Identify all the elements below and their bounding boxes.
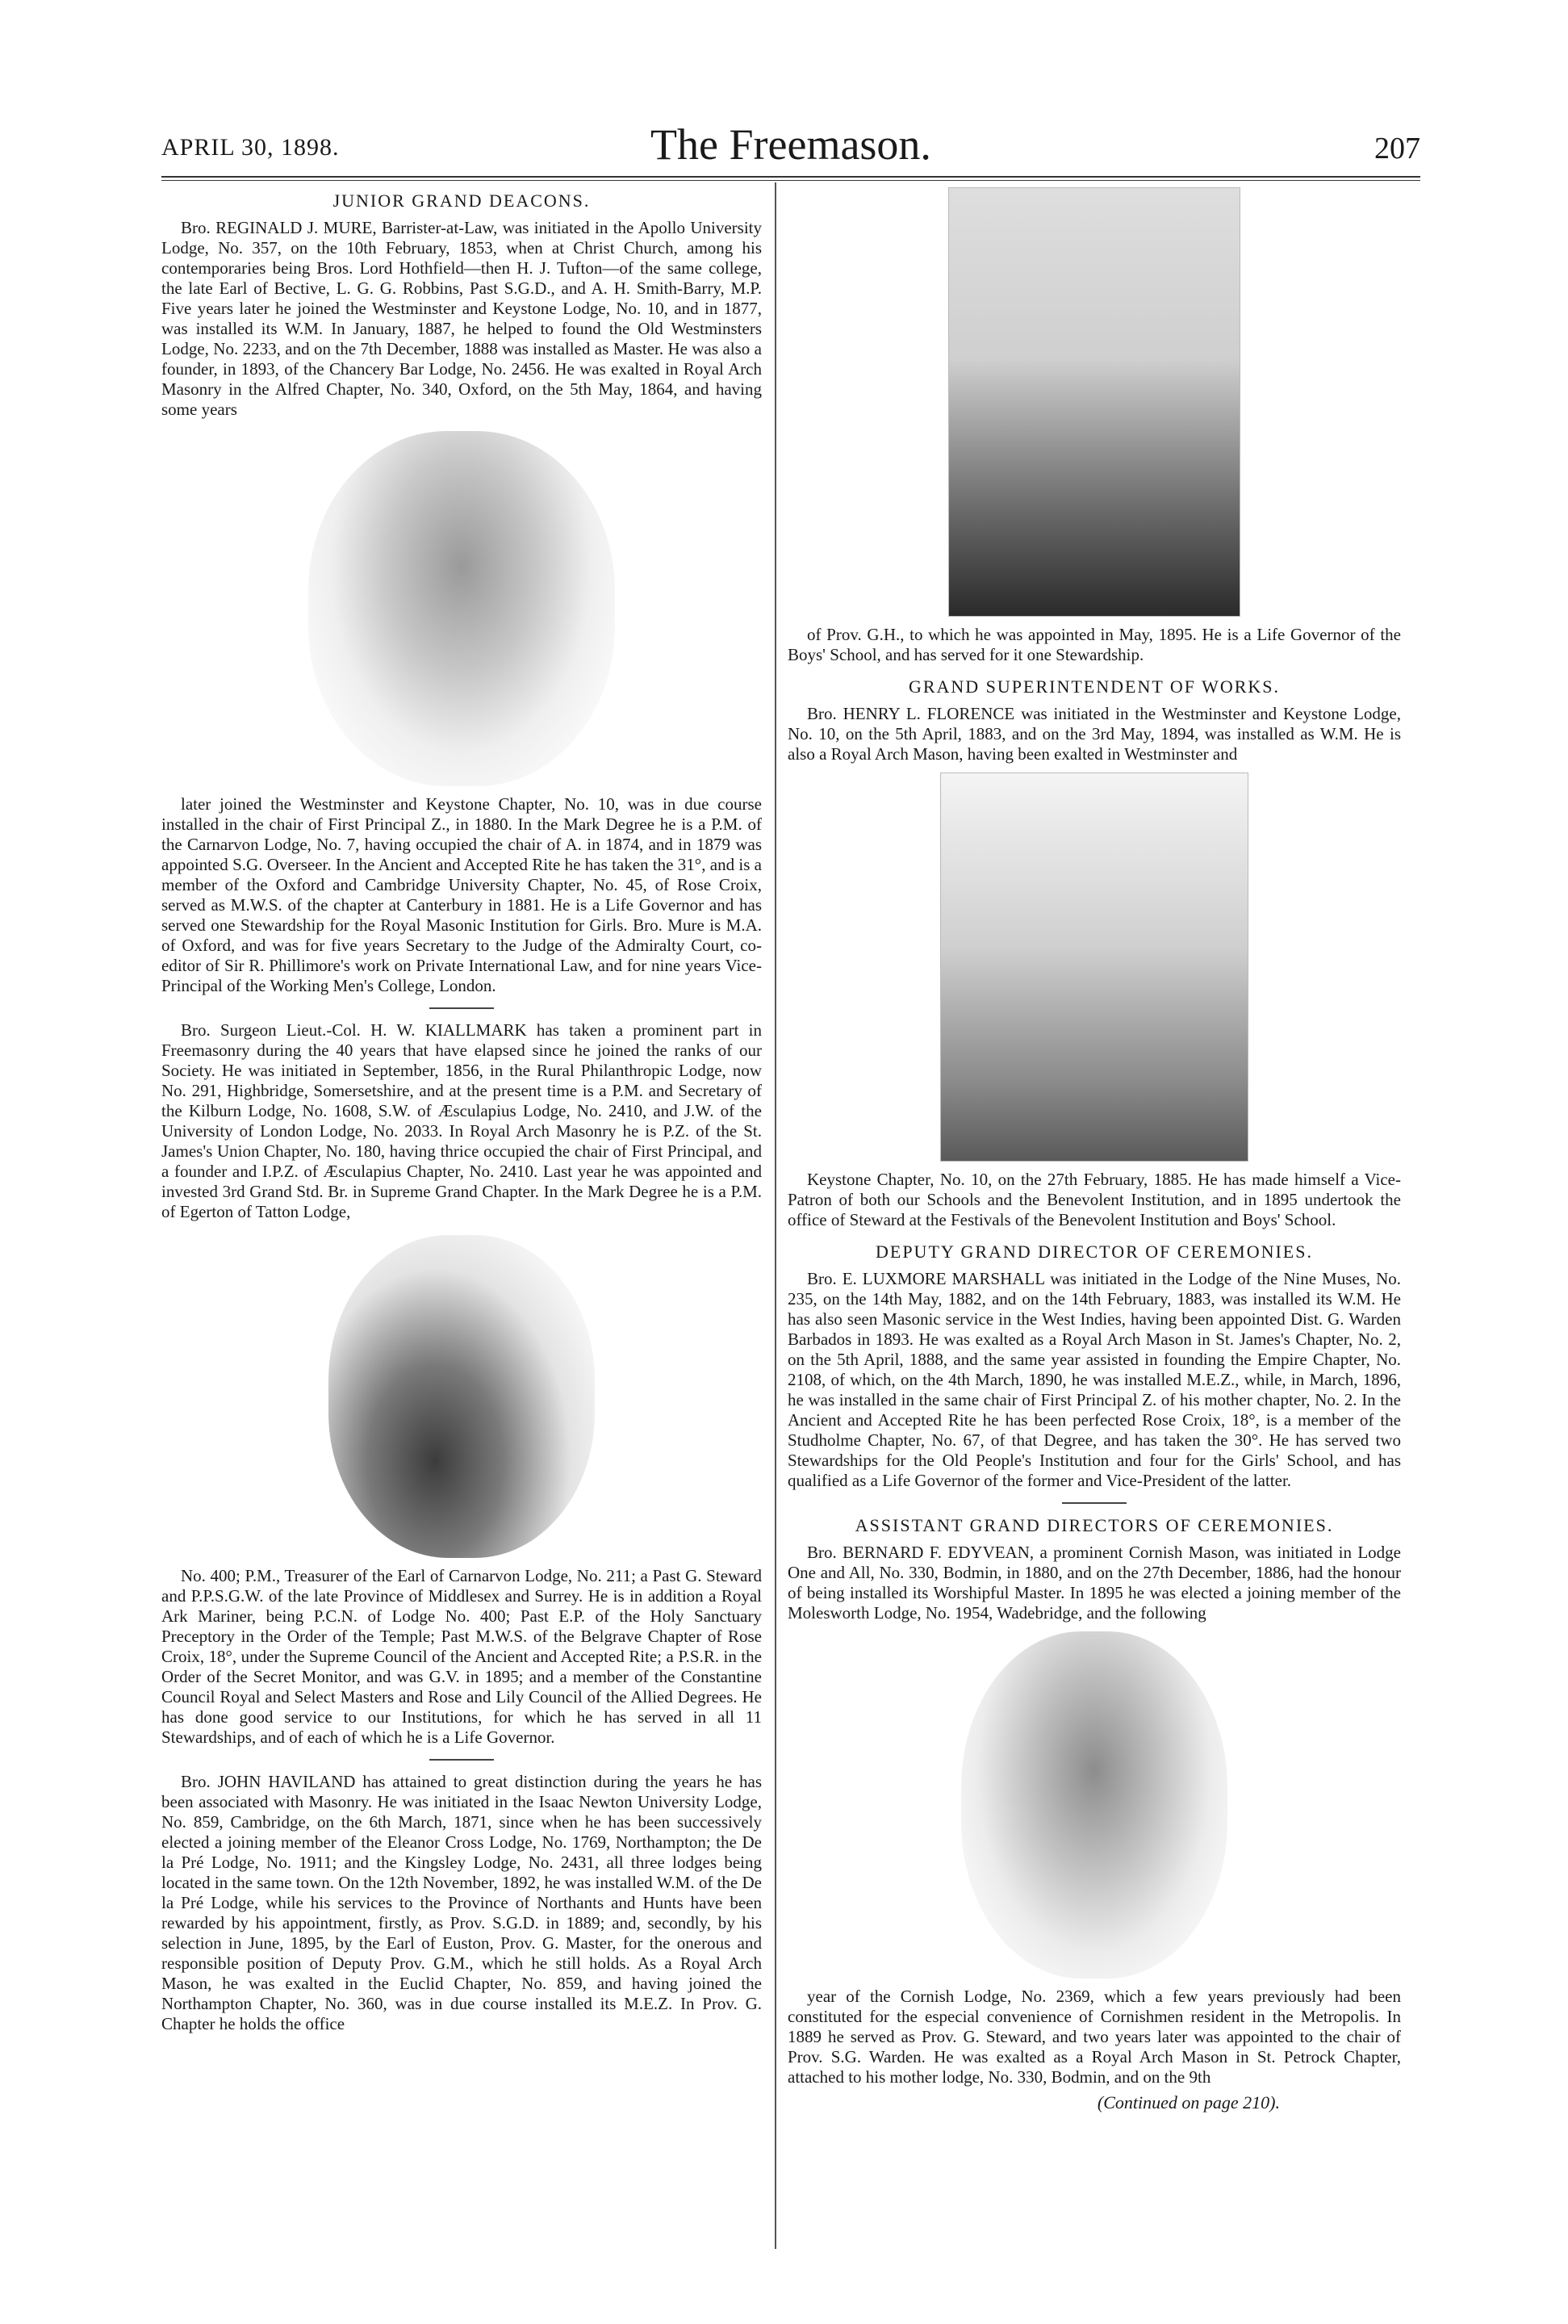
continued-note: (Continued on page 210). bbox=[1097, 2092, 1280, 2113]
article-mure-part2: later joined the Westminster and Keystone Chapter, No. 10, was in due course installed in the chair of First Principal Z., in 1880. In the Mark Degree he is a P.M. of the Carnarvon Lodge, No. 7, having occupied the chair of A. in 1874, and in 1879 was appointed S.G. Overseer. In the Ancient and Accepted Rite he has taken the 31°, and is a member of the Oxford and Cambridge University Chapter, No. 45, of Rose Croix, served as M.W.S. of the chapter at Canterbury in 1881. He is a Life Governor and has served one Stewardship for the Royal Masonic Institution for Girls. Bro. Mure is M.A. of Oxford, and was for five years Secretary to the Judge of the Admiralty Court, co-editor of Sir R. Phillimore's work on Private International Law, and for nine years Vice-Principal of the Working Men's College, London. bbox=[161, 794, 762, 995]
portrait-mure bbox=[308, 431, 615, 786]
article-kiallmark-part2: No. 400; P.M., Treasurer of the Earl of Carnarvon Lodge, No. 211; a Past G. Steward and P.P.S.G.W. of the late Province of Middlesex and Surrey. He is in addition a Royal Ark Mariner, being P.C.N. of Lodge No. 400; Past E.P. of the Holy Sanctuary Preceptory in the Order of the Temple; Past M.W.S. of the Belgrave Chapter of Rose Croix, 18°, under the Supreme Council of the Ancient and Accepted Rite; a P.S.R. in the Order of the Secret Monitor, and was G.V. in 1895; and a member of the Constantine Council Royal and Select Masters and Rose and Lily Council of the Allied Degrees. He has done good service to our Institutions, for which he has served in all 11 Stewardships, and of each of which he is a Life Governor. bbox=[161, 1566, 762, 1747]
portrait-edyvean bbox=[961, 1631, 1227, 1979]
portrait-florence bbox=[940, 773, 1248, 1162]
portrait-kiallmark bbox=[328, 1235, 595, 1558]
article-kiallmark-part1: Bro. Surgeon Lieut.-Col. H. W. KIALLMARK has taken a prominent part in Freemasonry during the 40 years that have elapsed since he joined the ranks of our Society. He was initiated in September, 1856, in the Rural Philanthropic Lodge, now No. 291, Highbridge, Somersetshire, and at the present time is a P.M. and Secretary of the Kilburn Lodge, No. 1608, S.W. of Æsculapius Lodge, No. 2410, and J.W. of the University of London Lodge, No. 2033. In Royal Arch Masonry he is P.Z. of the St. James's Union Chapter, No. 180, having thrice occupied the chair of First Principal, and a founder and I.P.Z. of Æsculapius Chapter, No. 2410. Last year he was appointed and invested 3rd Grand Std. Br. in Supreme Grand Chapter. In the Mark Degree he is a P.M. of Egerton of Tatton Lodge, bbox=[161, 1020, 762, 1221]
masthead-rule bbox=[161, 176, 1420, 178]
masthead-rule-thin bbox=[161, 180, 1420, 181]
heading-grand-superintendent-of-works: GRAND SUPERINTENDENT OF WORKS. bbox=[908, 676, 1281, 697]
heading-junior-grand-deacons: JUNIOR GRAND DEACONS. bbox=[332, 191, 591, 211]
article-florence-part1: Bro. HENRY L. FLORENCE was initiated in the Westminster and Keystone Lodge, No. 10, on the 5th April, 1883, and on the 3rd May, 1894, was installed as W.M. He is also a Royal Arch Mason, having been exalted in Westminster and bbox=[788, 704, 1401, 764]
right-column bbox=[788, 186, 1401, 2113]
article-mure-part1: Bro. REGINALD J. MURE, Barrister-at-Law, was initiated in the Apollo University Lodge, No. 357, on the 10th February, 1853, when at Christ Church, among his contemporaries being Bros. Lord Hothfield—then H. J. Tufton—of the same college, the late Earl of Bective, L. G. G. Robbins, Past S.G.D., and A. H. Smith-Barry, M.P. Five years later he joined the Westminster and Keystone Lodge, No. 10, and in 1877, was installed its W.M. In January, 1887, he helped to found the Old Westminsters Lodge, No. 2233, and on the 7th December, 1888 was installed as Master. He was also a founder, in 1893, of the Chancery Bar Lodge, No. 2456. He was exalted in Royal Arch Masonry in the Alfred Chapter, No. 340, Oxford, on the 5th May, 1864, and having some years bbox=[161, 218, 762, 419]
article-florence-part2: Keystone Chapter, No. 10, on the 27th February, 1885. He has made himself a Vice-Patron of both our Schools and the Benevolent Institution, and in 1895 undertook the office of Steward at the Festivals of the Benevolent Institution and Boys' School. bbox=[788, 1170, 1401, 1229]
page-number: 207 bbox=[1374, 132, 1420, 165]
article-haviland-continued: of Prov. G.H., to which he was appointed in May, 1895. He is a Life Governor of the Boys' School, and has served for it one Stewardship. bbox=[788, 625, 1401, 664]
separator-rule bbox=[1062, 1502, 1127, 1504]
left-column bbox=[161, 186, 762, 2034]
article-marshall: Bro. E. LUXMORE MARSHALL was initiated in the Lodge of the Nine Muses, No. 235, on the 14th May, 1882, and on the 14th February, 1883, was installed its W.M. He has also seen Masonic service in the West Indies, having been appointed Dist. G. Warden Barbados in 1893. He was exalted as a Royal Arch Mason in St. James's Chapter, No. 2, on the 5th April, 1888, and the same year assisted in founding the Empire Chapter, No. 2108, of which, on the 4th March, 1890, he was installed M.E.Z., while, in March, 1896, he was installed in the same chair of First Principal Z. of his mother chapter, No. 2. In the Ancient and Accepted Rite he has been perfected Rose Croix, 18°, is a member of the Studholme Chapter, No. 67, of that Degree, and has taken the 30°. He has served two Stewardships for the Old People's Institution and four for the Girls' School, and has qualified as a Life Governor of the former and Vice-President of the latter. bbox=[788, 1269, 1401, 1490]
newspaper-title: The Freemason. bbox=[650, 120, 931, 169]
portrait-haviland bbox=[948, 187, 1240, 617]
article-edyvean-part1: Bro. BERNARD F. EDYVEAN, a prominent Cornish Mason, was initiated in Lodge One and All, No. 330, Bodmin, in 1880, and on the 27th December, 1886, had the honour of being installed its Worshipful Master. In 1895 he was elected a joining member of the Molesworth Lodge, No. 1954, Wadebridge, and the following bbox=[788, 1543, 1401, 1623]
article-edyvean-part2: year of the Cornish Lodge, No. 2369, which a few years previously had been constituted for the especial convenience of Cornishmen resident in the Metropolis. In 1889 he served as Prov. G. Steward, and two years later was appointed to the chair of Prov. S.G. Warden. He was exalted as a Royal Arch Mason in St. Petrock Chapter, attached to his mother lodge, No. 330, Bodmin, and on the 9th bbox=[788, 1987, 1401, 2087]
heading-deputy-grand-director-of-ceremonies: DEPUTY GRAND DIRECTOR OF CEREMONIES. bbox=[876, 1242, 1313, 1262]
separator-rule bbox=[429, 1759, 494, 1761]
separator-rule bbox=[429, 1007, 494, 1009]
heading-assistant-grand-directors-of-ceremonies: ASSISTANT GRAND DIRECTORS OF CEREMONIES. bbox=[855, 1515, 1334, 1535]
issue-date: APRIL 30, 1898. bbox=[161, 134, 340, 161]
masthead bbox=[161, 119, 1420, 176]
column-divider bbox=[775, 182, 776, 2249]
article-haviland: Bro. JOHN HAVILAND has attained to great distinction during the years he has been associated with Masonry. He was initiated in the Isaac Newton University Lodge, No. 859, Cambridge, on the 6th March, 1871, since when he has been successively elected a joining member of the Eleanor Cross Lodge, No. 1769, Northampton; the De la Pré Lodge, No. 1911; and the Kingsley Lodge, No. 2431, all three lodges being located in the same town. On the 12th November, 1892, he was installed W.M. of the De la Pré Lodge, while his services to the Province of Northants and Hunts have been rewarded by his appointment, firstly, as Prov. S.G.D. in 1889; and, secondly, by his selection in June, 1895, by the Earl of Euston, Prov. G. Master, for the onerous and responsible position of Deputy Prov. G.M., which he still holds. As a Royal Arch Mason, he was exalted in the Euclid Chapter, No. 859, and having joined the Northampton Chapter, No. 360, was in due course installed its M.E.Z. In Prov. G. Chapter he holds the office bbox=[161, 1772, 762, 2033]
